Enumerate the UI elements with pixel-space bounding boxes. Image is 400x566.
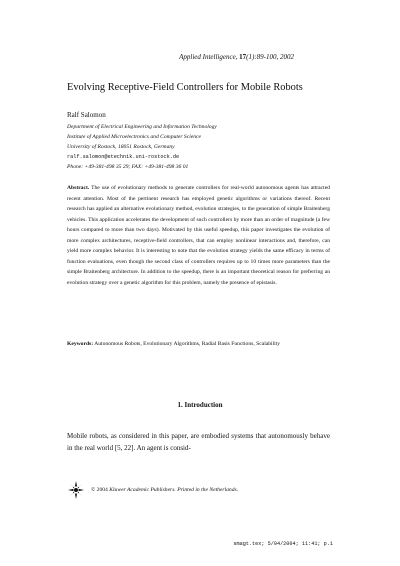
journal-citation: Applied Intelligence, 17(1):89-100, 2002 [179,53,294,61]
author-name: Ralf Salomon [67,111,106,119]
paper-title: Evolving Receptive-Field Controllers for Mobile Robots [67,82,303,93]
abstract-text: The use of evolutionary methods to generate controllers for real-world autonomous agents has attracted recent attention. Most of the pertinent research has employed genetic algorithms or variations thereof. Recent research has applied an alternative evolutionary method, evolution strategies, to the generation of simple Braitenberg vehicles. This application accelerates the development of such controllers by more than an order of magnitude (a few hours compared to more than two days). Motivated by this useful speedup, this paper investigates the evolution of more complex architectures, receptive-field controllers, that can employ nonlinear interactions and, therefore, can yield more complex behavior. It is interesting to note that the evolution strategy yields the same efficacy in terms of function evaluations, even though the second class of controllers requires up to 10 times more parameters than the simple Braitenberg architecture. In addition to the speedup, there is an important theoretical reason for preferring an evolution strategy over a genetic algorithm for this problem, namely the presence of epistasis. [67,185,330,286]
keywords [67,339,330,350]
body-text: Mobile robots, as considered in this paper, are embodied systems that autonomously behave in the real world [5, 22]. An agent is consid- [67,432,330,452]
file-stamp: smagt.tex; 5/04/2004; 11:41; p.1 [233,541,333,547]
affiliation-line: Institute of Applied Microelectronics and Computer Science [67,134,202,140]
publisher-notice: Kluwer Academic Publishers. Printed in the Netherlands. [109,487,239,493]
journal-volume: 17 [239,53,247,61]
keywords-label: Keywords: [67,341,94,347]
affiliation-block [67,122,217,172]
affiliation-line: University of Rostock, 18051 Rostock, Germany [67,144,175,150]
section-heading: 1. Introduction [177,401,223,409]
author-phone: Phone: +49-381-498 35 29; FAX: +49-381-498 36 01 [67,164,189,170]
publisher-footer [67,480,238,500]
affiliation-line: Department of Electrical Engineering and Information Technology [67,124,217,130]
author-email: ralf.salomon@etechnik.uni-rostock.de [67,154,180,160]
keywords-text: Autonomous Robots, Evolutionary Algorithms, Radial Basis Functions, Scalability [94,341,281,347]
abstract [67,183,330,288]
kluwer-logo-icon [67,480,85,500]
abstract-label: Abstract. [67,185,90,191]
copyright-notice: © 2004 [91,487,108,493]
